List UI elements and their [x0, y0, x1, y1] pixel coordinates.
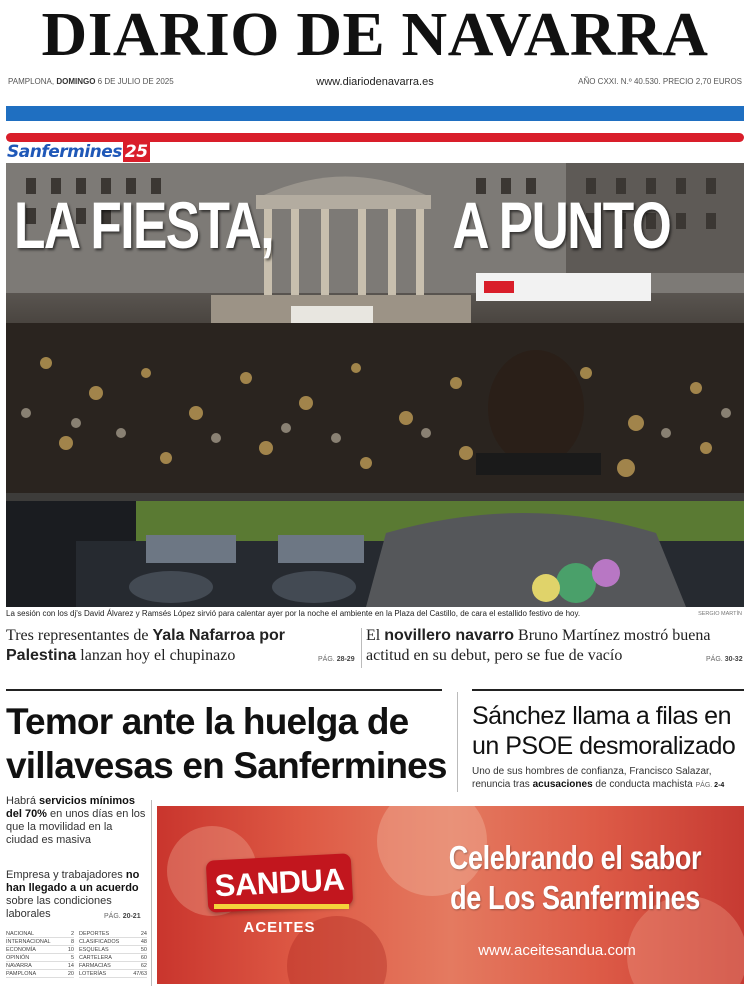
dateline-date: 6 DE JULIO DE 2025 [97, 77, 174, 86]
dj-jog-right [272, 571, 356, 603]
teaser-1-bold: Yala Nafarroa por Palestina [6, 627, 285, 664]
index-row[interactable]: LOTERÍAS 47/63 [79, 971, 147, 977]
sanfermines-logo-year: 25 [124, 142, 148, 162]
cover-photo[interactable] [6, 163, 744, 607]
brief-1-bold: servicios mínimos del 70% [6, 795, 136, 820]
index-col-right [79, 930, 147, 978]
dateline-city: PAMPLONA, [8, 77, 55, 86]
side-subhead [472, 765, 747, 792]
cover-headline[interactable] [14, 187, 671, 263]
ad-slogan [444, 838, 706, 918]
ad-slogan-line-2: de Los Sanfermines [450, 879, 700, 916]
ad-url-link[interactable]: www.aceitesandua.com [478, 942, 636, 959]
index-row[interactable]: NAVARRA 14 [6, 963, 74, 969]
index-row[interactable]: CARTELERA 60 [79, 955, 147, 961]
main-headline[interactable]: Temor ante la huelga de villavesas en Sanfermines [6, 701, 447, 786]
cover-headline-right: A PUNTO [452, 188, 671, 262]
index-row[interactable]: CLASIFICADOS 48 [79, 939, 147, 945]
side-page-label: PÁG. [695, 782, 713, 789]
sandua-logo-bar [214, 904, 349, 909]
brief-1-post: en unos días en los que la movilidad en la ciudad es masiva [6, 808, 146, 846]
column-divider [457, 692, 458, 792]
teaser-1-pre: Tres representantes de [6, 627, 153, 644]
side-sub-pre: Uno de sus hombres de confianza, Francisco Salazar, renuncia tras [472, 766, 712, 790]
photo-credit: SERGIO MARTÍN [698, 611, 742, 617]
red-stripe [6, 133, 744, 142]
index-row[interactable]: ESQUELAS 50 [79, 947, 147, 953]
blue-stripe [6, 106, 744, 121]
side-story-rule [472, 689, 744, 691]
brief-2-bold: no han llegado a un acuerdo [6, 869, 140, 894]
brief-1-pre: Habrá [6, 795, 40, 807]
index-row[interactable]: PAMPLONA 20 [6, 971, 74, 977]
teaser-2-pages: 30-32 [724, 656, 743, 663]
brief-2-post: sobre las condiciones laborales [6, 895, 112, 920]
photo-caption: La sesión con los dj's David Álvarez y Ramsés López sirvió para calentar ayer por la noche el ambiente en la Plaza del Castillo, de cara el estallido festivo de hoy. [6, 609, 581, 618]
cover-headline-left: LA FIESTA, [14, 188, 273, 262]
brief-2-page [104, 913, 141, 920]
brief-2-page-label: PÁG. [104, 913, 121, 920]
main-brief-1 [6, 795, 146, 847]
teaser-2-pre: El [366, 627, 385, 644]
teaser-2-bold: novillero navarro [384, 627, 515, 644]
ad-slogan-line-1: Celebrando el sabor [448, 839, 702, 876]
teaser-chupinazo[interactable] [6, 626, 356, 666]
teaser-1-page [318, 656, 355, 663]
side-page [695, 782, 724, 789]
dj-headphones [476, 453, 601, 475]
edition-info: AÑO CXXI. N.º 40.530. PRECIO 2,70 EUROS [578, 77, 742, 86]
main-story-rule [6, 689, 442, 691]
index-row[interactable]: NACIONAL 2 [6, 931, 74, 937]
sandua-logo: SANDUA [206, 853, 354, 913]
index-row[interactable]: DEPORTES 24 [79, 931, 147, 937]
teaser-1-page-label: PÁG. [318, 656, 335, 663]
teaser-novillero[interactable] [366, 626, 746, 666]
brief-2-pre: Empresa y trabajadores [6, 869, 126, 881]
dj-screen-right [278, 535, 364, 563]
teaser-divider [361, 628, 362, 668]
side-sub-post: de conducta machista [592, 779, 693, 790]
sandua-advertisement[interactable] [157, 806, 744, 984]
index-row[interactable]: OPINIÓN 5 [6, 955, 74, 961]
index-row[interactable]: INTERNACIONAL 8 [6, 939, 74, 945]
side-pages: 2-4 [714, 782, 725, 789]
teaser-2-page-label: PÁG. [706, 656, 723, 663]
masthead-title: DIARIO DE NAVARRA [41, 1, 709, 69]
barrier [6, 493, 744, 501]
brief-2-pages: 20-21 [122, 913, 141, 920]
side-sub-bold: acusaciones [532, 779, 593, 790]
sandua-logo-sub: ACEITES [243, 919, 316, 936]
dj-screen-left [146, 535, 236, 563]
teaser-2-post: Bruno Martínez mostró buena actitud en su debut, pero se fue de vacío [366, 627, 711, 664]
teaser-2-page [706, 656, 743, 663]
teaser-1-post: lanzan hoy el chupinazo [76, 647, 236, 664]
dateline-day: DOMINGO [56, 77, 96, 86]
dj-jog-left [129, 571, 213, 603]
sanfermines-logo-text: Sanfermines [7, 142, 122, 162]
dj-head [488, 350, 584, 466]
website-link[interactable]: www.diariodenavarra.es [316, 76, 434, 88]
teaser-1-pages: 28-29 [336, 656, 355, 663]
brief-divider [151, 800, 152, 986]
side-headline[interactable]: Sánchez llama a filas en un PSOE desmoralizado [472, 702, 736, 760]
index-row[interactable]: FARMACIAS 62 [79, 963, 147, 969]
index-row[interactable]: ECONOMÍA 10 [6, 947, 74, 953]
stage-banner-red [484, 281, 514, 293]
sanfermines-logo [7, 142, 150, 162]
index-col-left [6, 930, 74, 978]
